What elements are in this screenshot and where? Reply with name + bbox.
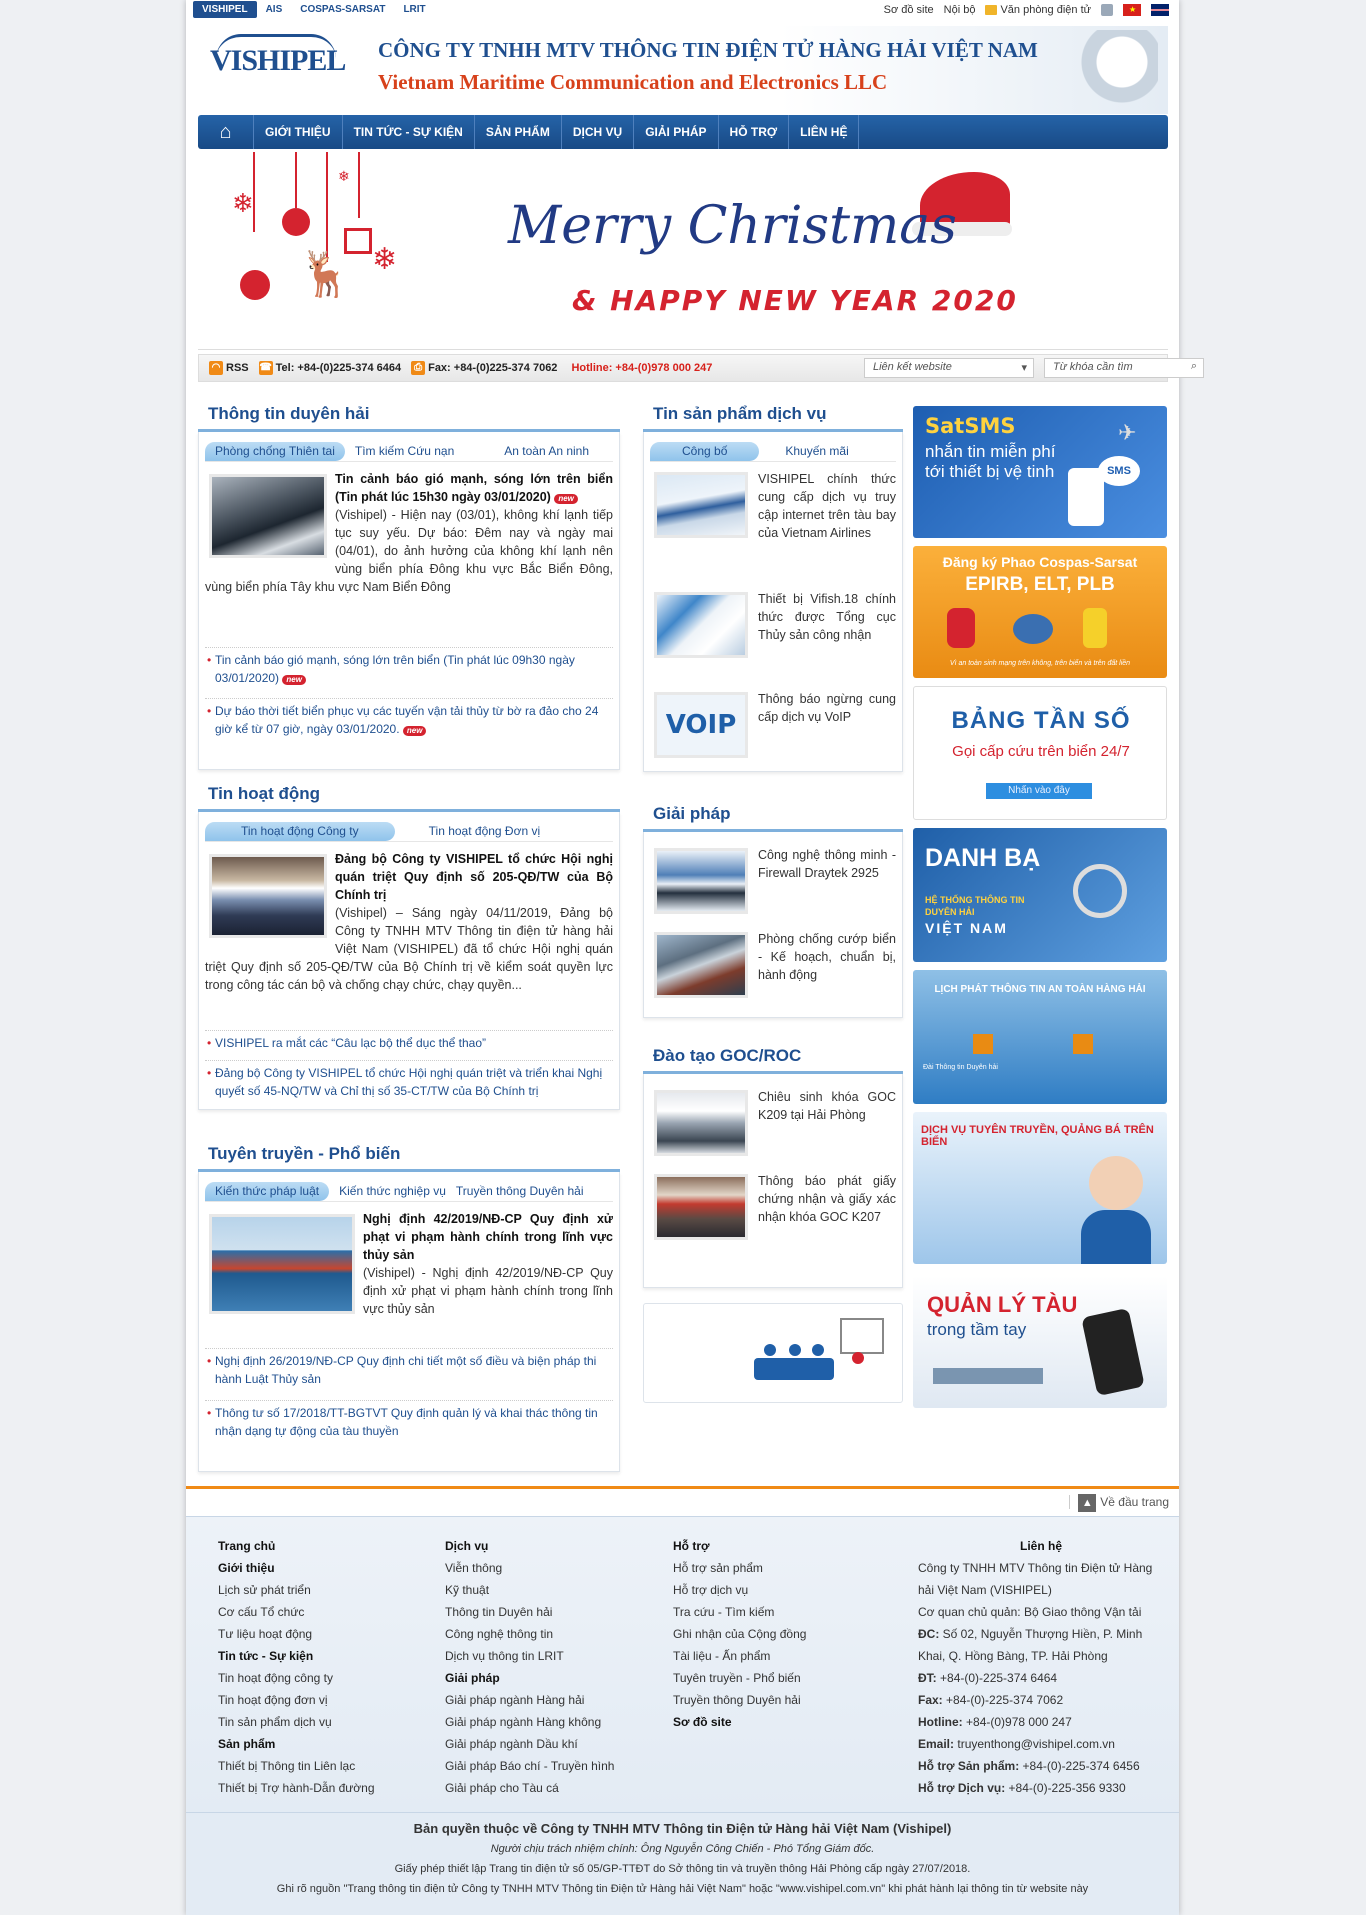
contact-line: [918, 1667, 1164, 1689]
footer-column-services: [445, 1535, 614, 1799]
responsible-person: Người chịu trách nhiệm chính: Ông Nguyễn Công Chiến - Phó Tổng Giám đốc.: [490, 1843, 875, 1855]
list-item[interactable]: Chiêu sinh khóa GOC K209 tại Hải Phòng: [650, 1088, 896, 1160]
new-badge: new: [554, 494, 578, 504]
vietnam-flag-icon[interactable]: ★: [1123, 4, 1141, 16]
list-item[interactable]: • Thông tư số 17/2018/TT-BGTVT Quy định quản lý và khai thác thông tin nhận dạng tự động của tàu thuyền: [205, 1400, 613, 1443]
operator-avatar: [1089, 1156, 1143, 1210]
training-illustration[interactable]: [643, 1303, 903, 1403]
ornament-string: [326, 152, 328, 262]
section-title-products[interactable]: Tin sản phẩm dịch vụ: [653, 404, 827, 423]
internal-link[interactable]: Nội bộ: [943, 4, 976, 16]
fax-info: ⎙ Fax: +84-(0)225-374 7062: [411, 361, 557, 375]
safety-broadcast-schedule-banner[interactable]: LỊCH PHÁT THÔNG TIN AN TOÀN HÀNG HẢI Đài Thông tin Duyên hải: [913, 970, 1167, 1104]
section-solutions: [643, 832, 903, 1018]
lock-icon[interactable]: [1101, 4, 1113, 16]
source-notice: Ghi rõ nguồn "Trang thông tin điện tử Công ty TNHH MTV Thông tin Điện tử Hàng hải Việt Nam" hoặc "www.vishipel.com.vn" khi phát hành lại thông tin từ website này: [276, 1883, 1089, 1895]
footer-link[interactable]: Dịch vụ: [445, 1539, 489, 1553]
ship-management-banner[interactable]: QUẢN LÝ TÀU trong tầm tay: [913, 1276, 1167, 1408]
nav-contact[interactable]: LIÊN HỆ: [789, 115, 859, 149]
vifish-device-image[interactable]: [654, 592, 748, 658]
tab-safety-security[interactable]: An toàn An ninh: [504, 444, 590, 458]
license-info: Giấy phép thiết lập Trang tin điện tử số 05/GP-TTĐT do Sở thông tin và truyền thông Hải Phòng cấp ngày 27/07/2018.: [394, 1863, 971, 1875]
tab-company-activities[interactable]: Tin hoạt động Công ty: [205, 822, 395, 841]
rss-link[interactable]: ◠ RSS: [209, 361, 249, 375]
toplink-vishipel[interactable]: VISHIPEL: [193, 1, 257, 18]
page: [186, 0, 1197, 1915]
section-title-coastal[interactable]: Thông tin duyên hải: [208, 404, 370, 423]
fax-icon: ⎙: [411, 361, 425, 375]
tab-legal-knowledge[interactable]: Kiến thức pháp luật: [205, 1182, 329, 1201]
footer-link[interactable]: Tra cứu - Tìm kiếm: [673, 1605, 775, 1619]
footer-link[interactable]: Thông tin Duyên hải: [445, 1605, 553, 1619]
teacher-icon: [852, 1352, 864, 1364]
footer-link[interactable]: Tin tức - Sự kiện: [218, 1649, 314, 1663]
person-icon: [789, 1344, 801, 1356]
footer-link[interactable]: Viễn thông: [445, 1561, 503, 1575]
footer-link[interactable]: Tài liệu - Ấn phẩm: [673, 1649, 771, 1663]
section-title-activities[interactable]: Tin hoạt động: [208, 784, 321, 803]
contact-label: ĐT:: [918, 1671, 937, 1685]
main-nav: [198, 115, 1168, 149]
contact-line: [918, 1689, 1164, 1711]
contact-details: [918, 1623, 1164, 1799]
list-item[interactable]: Thiết bị Vifish.18 chính thức được Tổng cục Thủy sản công nhận: [650, 590, 896, 662]
anti-piracy-image[interactable]: [654, 932, 748, 998]
phone-icon: ☎: [259, 362, 272, 373]
arrow-up-icon: ▲: [1078, 1494, 1096, 1512]
section-title-propaganda[interactable]: Tuyên truyền - Phổ biến: [208, 1144, 401, 1163]
reindeer-icon: 🦌: [298, 250, 353, 299]
list-item[interactable]: • Nghị định 26/2019/NĐ-CP Quy định chi tiết một số điều và biện pháp thi hành Luật Thủy sản: [205, 1348, 613, 1391]
chevron-down-icon: ▾: [1021, 362, 1027, 374]
contact-line: [918, 1755, 1164, 1777]
rss-icon: ◠: [209, 361, 223, 375]
oil-rig-icon: [1073, 1034, 1093, 1054]
footer-link[interactable]: Giải pháp: [445, 1671, 500, 1685]
footer-link[interactable]: Lịch sử phát triển: [218, 1583, 311, 1597]
sea-promotion-service-banner[interactable]: DỊCH VỤ TUYÊN TRUYỀN, QUẢNG BÁ TRÊN BIỂN: [913, 1112, 1167, 1264]
contact-company: Công ty TNHH MTV Thông tin Điện tử Hàng hải Việt Nam (VISHIPEL): [918, 1561, 1153, 1597]
contact-value: +84-(0)978 000 247: [966, 1715, 1072, 1729]
contact-value: +84-(0)-225-374 6464: [940, 1671, 1058, 1685]
list-item[interactable]: • Dự báo thời tiết biển phục vụ các tuyến vận tải thủy từ bờ ra đảo cho 24 giờ kể từ 07 giờ, ngày 03/01/2020. new: [205, 698, 613, 741]
contact-line: [918, 1711, 1164, 1733]
sitemap-link[interactable]: Sơ đồ site: [883, 4, 934, 16]
tab-professional-knowledge[interactable]: Kiến thức nghiệp vụ: [339, 1184, 446, 1198]
feature-summary: (Vishipel) - Nghị định 42/2019/NĐ-CP Quy định xử phạt vi phạm hành chính trong lĩnh vực thủy sản: [363, 1266, 613, 1316]
footer-link[interactable]: Trang chủ: [218, 1539, 276, 1553]
footer-link[interactable]: Hỗ trợ: [673, 1539, 710, 1553]
footer-link[interactable]: Giải pháp ngành Hàng hải: [445, 1693, 585, 1707]
section-propaganda: [198, 1172, 620, 1472]
footer-link[interactable]: Tư liệu hoạt động: [218, 1627, 313, 1641]
tab-announcements[interactable]: Công bố: [650, 442, 759, 461]
footer-link[interactable]: Tuyên truyền - Phổ biến: [673, 1671, 801, 1685]
tab-coastal-media[interactable]: Truyền thông Duyên hải: [455, 1184, 584, 1198]
christmas-banner[interactable]: [198, 152, 1168, 350]
conference-image[interactable]: [209, 854, 327, 938]
contact-line: [918, 1733, 1164, 1755]
feature-title[interactable]: Nghị định 42/2019/NĐ-CP Quy định xử phạt vi phạm hành chính trong lĩnh vực thủy sản: [363, 1212, 613, 1262]
section-title-solutions[interactable]: Giải pháp: [653, 804, 731, 823]
footer-link[interactable]: Dịch vụ thông tin LRIT: [445, 1649, 564, 1663]
contact-label: Fax:: [918, 1693, 943, 1707]
feature-summary: (Vishipel) – Sáng ngày 04/11/2019, Đảng bộ Công ty TNHH MTV Thông tin điện tử hàng hải Việt Nam (VISHIPEL) đã tổ chức Hội nghị quán triệt Quy định số 205-QĐ/TW của Bộ Chính trị về kiểm soát quyền lực trong công tác cán bộ và chống chạy chức, chạy quyền...: [205, 906, 613, 992]
toplink-ais[interactable]: AIS: [265, 4, 283, 15]
footer-link[interactable]: Sơ đồ site: [673, 1715, 732, 1729]
snowflake-icon: ❄: [232, 188, 254, 218]
ornament-ball-icon: [240, 270, 270, 300]
classroom-image[interactable]: [654, 1090, 748, 1156]
satellite-dish-icon: [1038, 30, 1158, 110]
footer-link[interactable]: Giới thiệu: [218, 1561, 275, 1575]
footer-column-home: [218, 1535, 375, 1799]
fishing-boat-image[interactable]: [209, 1214, 355, 1314]
footer-column-support: [673, 1535, 806, 1733]
list-item[interactable]: VISHIPEL chính thức cung cấp dịch vụ truy cập internet trên tàu bay của Vietnam Airlines: [650, 470, 896, 542]
back-to-top-bar: [186, 1486, 1179, 1516]
footer-column-contact: [918, 1535, 1164, 1799]
vishipel-logo[interactable]: VISHIPEL: [210, 44, 346, 77]
footer-link[interactable]: Kỹ thuật: [445, 1583, 490, 1597]
feature-article: [205, 850, 613, 994]
contact-value: +84-(0)-225-374 7062: [946, 1693, 1064, 1707]
epirb-beacon-icon: [947, 608, 975, 648]
cospas-registration-banner[interactable]: Đăng ký Phao Cospas-Sarsat EPIRB, ELT, PLB Vì an toàn sinh mạng trên không, trên biển và trên đất liền: [913, 546, 1167, 678]
section-products: [643, 432, 903, 772]
feature-title[interactable]: Đảng bộ Công ty VISHIPEL tổ chức Hội nghị quán triệt Quy định số 205-QĐ/TW của Bộ Chính trị: [335, 852, 613, 902]
footer-link[interactable]: Giải pháp cho Tàu cá: [445, 1781, 559, 1795]
footer-link[interactable]: Ghi nhận của Cộng đồng: [673, 1627, 807, 1641]
satsms-banner[interactable]: SatSMS nhắn tin miễn phí tới thiết bị vệ tinh SMS ✈: [913, 406, 1167, 538]
copyright-owner: Bản quyền thuộc về Công ty TNHH MTV Thông tin Điện tử Hàng hải Việt Nam (Vishipel): [413, 1821, 952, 1836]
tel-info: ☎ Tel: +84-(0)225-374 6464: [259, 362, 402, 374]
magnifier-icon: [1073, 864, 1127, 918]
ornament-string: [295, 152, 297, 208]
new-badge: new: [282, 675, 306, 685]
footer-link[interactable]: Thiết bị Trợ hành-Dẫn đường: [218, 1781, 375, 1795]
tab-promotions[interactable]: Khuyến mãi: [785, 444, 849, 458]
ornament-ball-icon: [282, 208, 310, 236]
contact-heading: Liên hệ: [1019, 1539, 1062, 1553]
person-icon: [812, 1344, 824, 1356]
ship-icon: [973, 1034, 993, 1054]
company-name-vi: CÔNG TY TNHH MTV THÔNG TIN ĐIỆN TỬ HÀNG HẢI VIỆT NAM: [378, 38, 1038, 62]
tab-unit-activities[interactable]: Tin hoạt động Đơn vị: [428, 824, 541, 838]
cargo-ship-icon: [933, 1368, 1043, 1384]
folder-icon: [985, 5, 997, 15]
company-name-en: Vietnam Maritime Communication and Electronics LLC: [378, 70, 888, 94]
feature-title[interactable]: Tin cảnh báo gió mạnh, sóng lớn trên biển (Tin phát lúc 15h30 ngày 03/01/2020) new: [335, 472, 613, 504]
contact-label: Hỗ trợ Sản phẩm:: [918, 1759, 1020, 1773]
desk-icon: [754, 1358, 834, 1380]
footer-link[interactable]: Giải pháp Báo chí - Truyền hình: [445, 1759, 615, 1773]
footer-link[interactable]: Giải pháp ngành Hàng không: [445, 1715, 602, 1729]
tab-search-rescue[interactable]: Tìm kiếm Cứu nạn: [354, 444, 455, 458]
coastal-directory-banner[interactable]: DANH BẠ HỆ THỐNG THÔNG TIN DUYÊN HẢI VIỆT NAM: [913, 828, 1167, 962]
frequency-table-banner[interactable]: BẢNG TẦN SỐ Gọi cấp cứu trên biển 24/7 Nhấn vào đây: [913, 686, 1167, 820]
toplink-cospas[interactable]: COSPAS-SARSAT: [300, 4, 386, 15]
list-item[interactable]: Công nghệ thông minh - Firewall Draytek 2925: [650, 846, 896, 918]
footer-links: [186, 1516, 1179, 1812]
footer-link[interactable]: Hỗ trợ dịch vụ: [673, 1583, 749, 1597]
copyright: [186, 1812, 1179, 1915]
elt-beacon-icon: [1013, 614, 1053, 644]
section-training: [643, 1074, 903, 1288]
operator-body: [1081, 1210, 1151, 1264]
new-badge: new: [403, 726, 427, 736]
contact-label: Hotline:: [918, 1715, 963, 1729]
toplink-lrit[interactable]: LRIT: [403, 4, 426, 15]
footer-link[interactable]: Tin hoạt động đơn vị: [218, 1693, 328, 1707]
site-header: [198, 26, 1168, 114]
contact-value: +84-(0)-225-356 9330: [1008, 1781, 1126, 1795]
contact-value: truyenthong@vishipel.com.vn: [957, 1737, 1115, 1751]
footer-link[interactable]: Tin hoạt động công ty: [218, 1671, 333, 1685]
feature-article: [205, 470, 613, 596]
top-bar: [186, 0, 1179, 24]
footer-link[interactable]: Thiết bị Thông tin Liên lạc: [218, 1759, 356, 1773]
banner-merry-christmas: Merry Christmas: [508, 196, 957, 256]
list-item[interactable]: • Tin cảnh báo gió mạnh, sóng lớn trên biển (Tin phát lúc 09h30 ngày 03/01/2020) new: [205, 647, 613, 690]
footer-link[interactable]: Giải pháp ngành Dầu khí: [445, 1737, 578, 1751]
website-links-select[interactable]: Liên kết website ▾: [864, 358, 1034, 378]
section-coastal-info: [198, 432, 620, 770]
contact-bar: [198, 354, 1197, 382]
back-to-top-link[interactable]: ▲ Về đầu trang: [1069, 1495, 1169, 1509]
footer-link[interactable]: Truyền thông Duyên hải: [673, 1693, 801, 1707]
footer-link[interactable]: Công nghệ thông tin: [445, 1627, 554, 1641]
footer-link[interactable]: Tin sản phẩm dịch vụ: [218, 1715, 332, 1729]
snowflake-icon: ❄: [338, 168, 350, 184]
firewall-image[interactable]: [654, 848, 748, 914]
nav-support[interactable]: HỖ TRỢ: [719, 115, 790, 149]
footer-link[interactable]: Cơ cấu Tổ chức: [218, 1605, 305, 1619]
airplane-image[interactable]: [654, 472, 748, 538]
feature-article: [205, 1210, 613, 1318]
uk-flag-icon[interactable]: [1151, 4, 1169, 16]
search-icon[interactable]: ⌕: [1190, 360, 1197, 372]
contact-value: +84-(0)-225-374 6456: [1022, 1759, 1140, 1773]
sms-bubble-icon: SMS: [1098, 456, 1140, 486]
nav-news[interactable]: TIN TỨC - SỰ KIỆN: [343, 115, 475, 149]
list-item[interactable]: Thông báo phát giấy chứng nhận và giấy xác nhận khóa GOC K207: [650, 1172, 896, 1244]
feature-summary: (Vishipel) - Hiện nay (03/01), không khí lạnh tiếp tục suy yếu. Dự báo: Đêm nay và ngày mai (04/01), do ảnh hưởng của không khí lạnh nên vùng biển phía Đông khu vực Bắc Biển Đông, vùng biển phía Tây khu vực Nam Biển Đông: [205, 508, 613, 594]
nav-services[interactable]: DỊCH VỤ: [562, 115, 634, 149]
section-title-training[interactable]: Đào tạo GOC/ROC: [653, 1046, 802, 1065]
list-item[interactable]: VOIP Thông báo ngừng cung cấp dịch vụ VoIP: [650, 690, 896, 762]
footer-link[interactable]: Hỗ trợ sản phẩm: [673, 1561, 763, 1575]
list-item[interactable]: • Đảng bộ Công ty VISHIPEL tổ chức Hội nghị quán triệt và triển khai Nghị quyết số 45-NQ/TW và Chỉ thị số 35-CT/TW của Bộ Chính trị: [205, 1060, 613, 1103]
storm-waves-image[interactable]: [209, 474, 327, 558]
tab-disaster-prevention[interactable]: Phòng chống Thiên tai: [205, 442, 345, 461]
contact-label: Email:: [918, 1737, 955, 1751]
contact-line: [918, 1777, 1164, 1799]
contact-value: Số 02, Nguyễn Thượng Hiền, P. Minh Khai, Q. Hồng Bàng, TP. Hải Phòng: [918, 1627, 1143, 1663]
list-item[interactable]: Phòng chống cướp biển - Kế hoạch, chuẩn bị, hành động: [650, 930, 896, 1002]
ornament-string: [358, 152, 360, 218]
search-input[interactable]: Từ khóa cần tìm ⌕: [1044, 358, 1204, 378]
person-icon: [764, 1344, 776, 1356]
plb-beacon-icon: [1083, 608, 1107, 648]
contact-line: [918, 1623, 1164, 1667]
home-icon[interactable]: ⌂: [198, 115, 254, 149]
section-activities: [198, 812, 620, 1110]
list-item[interactable]: • VISHIPEL ra mắt các “Câu lạc bộ thể dục thể thao”: [205, 1030, 613, 1055]
footer-link[interactable]: Sản phẩm: [218, 1737, 276, 1751]
banner-happy-new-year: & HAPPY NEW YEAR 2020: [572, 284, 1018, 317]
whiteboard-icon: [840, 1318, 884, 1354]
hotline-info: Hotline: +84-(0)978 000 247: [571, 362, 713, 374]
contact-label: ĐC:: [918, 1627, 940, 1641]
nav-solutions[interactable]: GIẢI PHÁP: [634, 115, 718, 149]
contact-agency: Cơ quan chủ quản: Bộ Giao thông Vận tải: [918, 1605, 1142, 1619]
e-office-link[interactable]: Văn phòng điện tử: [985, 4, 1091, 16]
smartphone-icon: [1081, 1308, 1145, 1396]
voip-image[interactable]: VOIP: [654, 692, 748, 758]
nav-about[interactable]: GIỚI THIỆU: [254, 115, 343, 149]
click-here-button[interactable]: Nhấn vào đây: [986, 783, 1092, 799]
contact-label: Hỗ trợ Dịch vụ:: [918, 1781, 1006, 1795]
nav-products[interactable]: SẢN PHẨM: [475, 115, 562, 149]
certificate-ceremony-image[interactable]: [654, 1174, 748, 1240]
satellite-icon: ✈: [1118, 420, 1137, 445]
snowflake-icon: ❄: [372, 243, 398, 276]
